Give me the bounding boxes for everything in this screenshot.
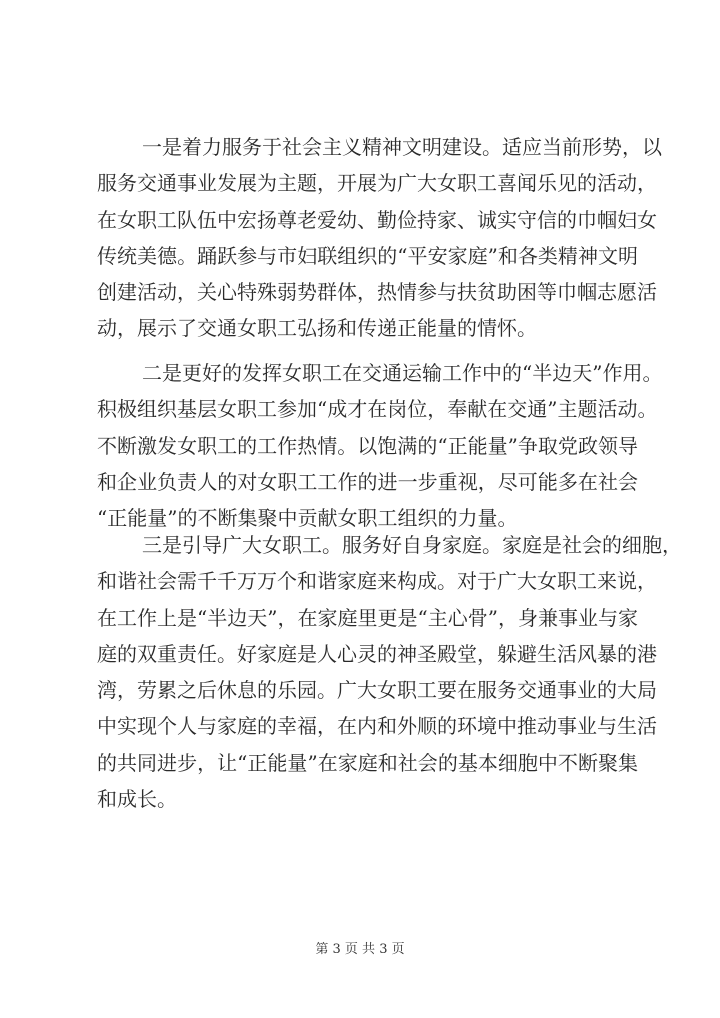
text-line: 服务交通事业发展为主题，开展为广大女职工喜闻乐见的活动， [97, 171, 657, 196]
text-line: 二是更好的发挥女职工在交通运输工作中的“半边天”作用。 [142, 361, 663, 385]
paragraph-1 [97, 129, 662, 347]
paragraph-2 [97, 355, 663, 536]
text-line: 在工作上是“半边天”，在家庭里更是“主心骨”，身兼事业与家 [97, 605, 638, 630]
text-line: 一是着力服务于社会主义精神文明建设。适应当前形势，以 [142, 135, 662, 159]
text-line: 的共同进步，让“正能量”在家庭和社会的基本细胞中不断聚集 [97, 750, 638, 775]
text-line: 积极组织基层女职工参加“成才在岗位，奉献在交通”主题活动。 [97, 397, 658, 422]
paragraph-3 [97, 527, 682, 817]
text-line: 三是引导广大女职工。服务好自身家庭。家庭是社会的细胞， [142, 533, 682, 557]
text-line: 中实现个人与家庭的幸福，在内和外顺的环境中推动事业与生活 [97, 714, 657, 739]
text-line: 湾，劳累之后休息的乐园。广大女职工要在服务交通事业的大局 [97, 678, 657, 703]
text-line: “正能量”的不断集聚中贡献女职工组织的力量。 [97, 506, 518, 531]
text-line: 庭的双重责任。好家庭是人心灵的神圣殿堂，躲避生活风暴的港 [97, 641, 657, 666]
text-line: 和谐社会需千千万万个和谐家庭来构成。对于广大女职工来说， [97, 569, 657, 594]
text-line: 在女职工队伍中宏扬尊老爱幼、勤俭持家、诚实守信的巾帼妇女 [97, 207, 657, 232]
text-line: 创建活动，关心特殊弱势群体，热情参与扶贫助困等巾帼志愿活 [97, 280, 657, 305]
text-line: 和企业负责人的对女职工工作的进一步重视，尽可能多在社会 [97, 469, 638, 494]
text-line: 不断激发女职工的工作热情。以饱满的“正能量”争取党政领导 [97, 433, 638, 458]
page-number-footer: 第 3 页 共 3 页 [315, 942, 405, 957]
text-line: 传统美德。踊跃参与市妇联组织的“平安家庭”和各类精神文明 [97, 243, 638, 268]
text-line: 动，展示了交通女职工弘扬和传递正能量的情怀。 [97, 316, 537, 341]
text-line: 和成长。 [97, 787, 177, 812]
